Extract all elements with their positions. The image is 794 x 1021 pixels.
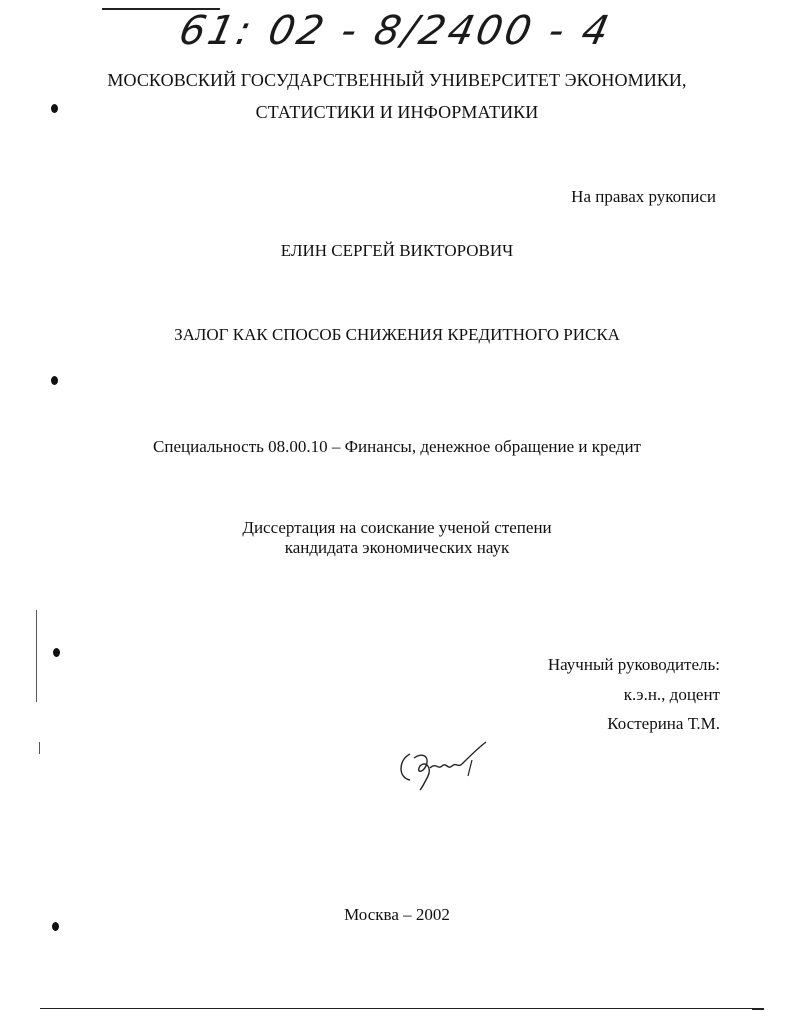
supervisor-title: к.э.н., доцент [623,685,720,704]
margin-scan-line [39,742,40,754]
thesis-title: ЗАЛОГ КАК СПОСОБ СНИЖЕНИЯ КРЕДИТНОГО РИСКА [174,325,620,344]
degree-line2: кандидата экономических наук [284,538,510,557]
supervisor-name: Костерина Т.М. [607,714,720,733]
signature-scribble [392,738,492,798]
university-name-line1: МОСКОВСКИЙ ГОСУДАРСТВЕННЫЙ УНИВЕРСИТЕТ ЭКОНОМИКИ, [107,70,687,90]
punch-hole-dot [51,376,58,385]
place-year: Москва – 2002 [344,905,450,924]
bottom-scan-rule [40,1008,758,1009]
author-name: ЕЛИН СЕРГЕЙ ВИКТОРОВИЧ [280,241,514,260]
supervisor-heading: Научный руководитель: [547,655,720,674]
degree-line1: Диссертация на соискание ученой степени [242,518,552,537]
manuscript-rights: На правах рукописи [571,187,716,206]
bottom-right-mark [752,1008,764,1010]
university-name-line2: СТАТИСТИКИ И ИНФОРМАТИКИ [255,102,539,122]
margin-scan-line [36,610,37,702]
punch-hole-dot [53,648,60,657]
catalog-number-handwritten: 61: 02 - 8/2400 - 4 [175,8,616,54]
specialty: Специальность 08.00.10 – Финансы, денежное обращение и кредит [153,437,641,456]
